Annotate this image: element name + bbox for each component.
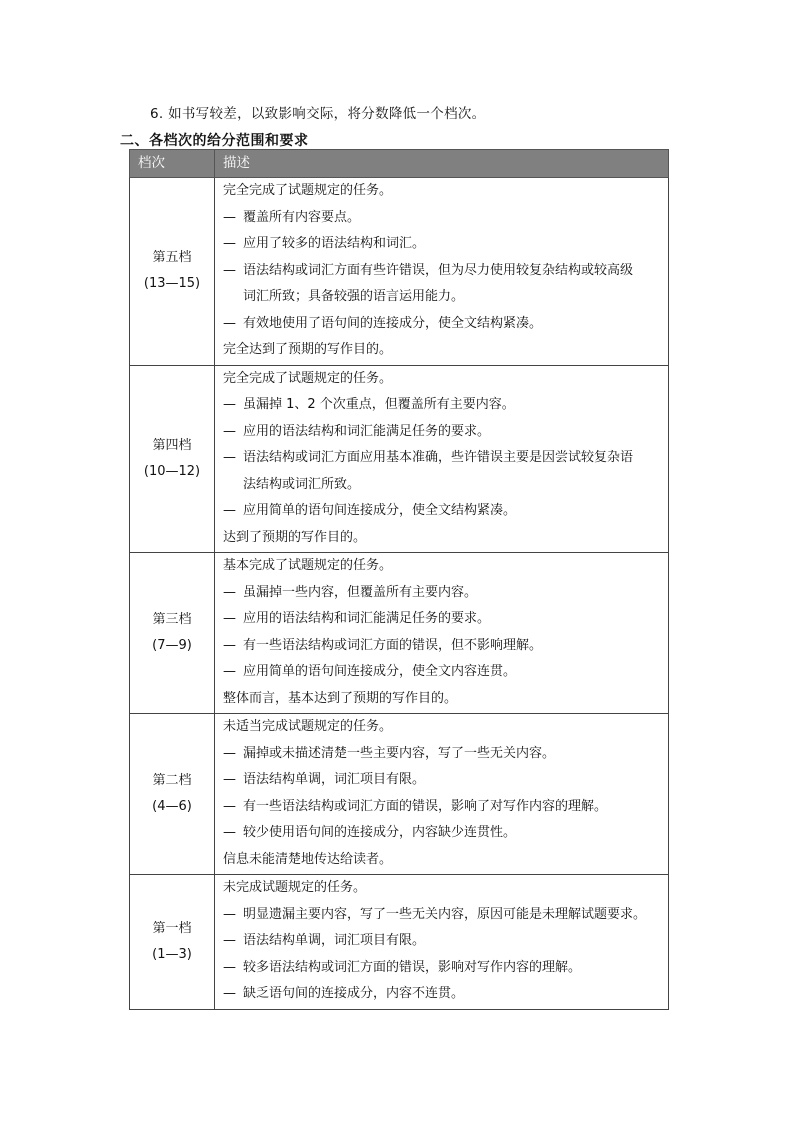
dash-bullet-icon: — (223, 772, 236, 787)
dash-bullet-icon: — (223, 209, 236, 225)
bullet-text (243, 606, 668, 633)
description-conclusion: 完全达到了预期的写作目的。 (223, 342, 393, 357)
grade-level-cell (130, 365, 215, 553)
header-level: 档次 (130, 150, 215, 178)
description-bullet (223, 794, 668, 821)
table-row (130, 714, 669, 875)
bullet-text (243, 659, 668, 686)
dash-bullet-icon: — (223, 745, 236, 761)
description-conclusion: 整体而言，基本达到了预期的写作目的。 (223, 690, 458, 706)
table-row (130, 178, 669, 366)
description-bullet (223, 606, 668, 633)
header-description: 描述 (215, 150, 669, 178)
dash-bullet-icon: — (223, 315, 236, 331)
bullet-text (243, 820, 668, 847)
bullet-continuation-line: 词汇所致；具备较强的语言运用能力。 (243, 289, 465, 304)
dash-bullet-icon: — (223, 397, 236, 412)
bullet-line: 有效地使用了语句间的连接成分，使全文结构紧凑。 (243, 315, 543, 331)
table-row (130, 553, 669, 714)
grade-description-cell (215, 875, 669, 1010)
description-bullet (223, 659, 668, 686)
bullet-line: 语法结构单调，词汇项目有限。 (243, 772, 426, 787)
dash-bullet-icon: — (223, 423, 236, 439)
bullet-line: 语法结构单调，词汇项目有限。 (243, 933, 426, 948)
dash-bullet-icon: — (223, 262, 236, 278)
bullet-text (243, 981, 668, 1008)
bullet-text (243, 419, 668, 446)
description-bullet (223, 419, 668, 446)
bullet-line: 语法结构或词汇方面有些许错误，但为尽力使用较复杂结构或较高级 (243, 262, 634, 278)
bullet-text (243, 767, 668, 794)
grade-level-cell (130, 178, 215, 366)
dash-bullet-icon: — (223, 584, 236, 600)
grade-level-cell (130, 714, 215, 875)
grade-score-range: (1—3) (152, 946, 192, 962)
grade-score-range: (13—15) (143, 276, 201, 292)
bullet-text (243, 258, 668, 311)
bullet-line: 明显遗漏主要内容，写了一些无关内容，原因可能是未理解试题要求。 (243, 906, 647, 922)
dash-bullet-icon: — (223, 664, 236, 679)
description-bullet (223, 981, 668, 1008)
bullet-line: 覆盖所有内容要点。 (243, 209, 361, 225)
grade-level-name: 第五档 (152, 250, 192, 266)
grade-level-cell (130, 875, 215, 1010)
grade-level-name: 第三档 (152, 612, 192, 627)
description-bullet (223, 580, 668, 607)
description-bullet (223, 767, 668, 794)
dash-bullet-icon: — (223, 798, 236, 814)
bullet-text (243, 498, 668, 525)
grade-table (129, 149, 669, 1010)
description-summary: 完全完成了试题规定的任务。 (223, 183, 393, 198)
grade-level-name: 第一档 (152, 920, 192, 936)
description-conclusion: 达到了预期的写作目的。 (223, 529, 367, 545)
grade-score-range: (10—12) (143, 463, 201, 479)
description-summary: 完全完成了试题规定的任务。 (223, 370, 393, 386)
dash-bullet-icon: — (223, 933, 236, 948)
table-header-row (130, 150, 669, 178)
bullet-line: 有一些语法结构或词汇方面的错误，但不影响理解。 (243, 637, 543, 653)
bullet-line: 较多语法结构或词汇方面的错误，影响对写作内容的理解。 (243, 959, 582, 975)
grade-level-name: 第四档 (152, 437, 192, 453)
dash-bullet-icon: — (223, 986, 236, 1001)
description-bullet (223, 392, 668, 419)
dash-bullet-icon: — (223, 959, 236, 975)
bullet-text (243, 311, 668, 338)
section-title: 二、各档次的给分范围和要求 (120, 133, 309, 149)
bullet-line: 虽漏掉 1、2 个次重点，但覆盖所有主要内容。 (243, 397, 515, 412)
bullet-text (243, 392, 668, 419)
bullet-line: 应用了较多的语法结构和词汇。 (243, 236, 426, 251)
description-bullet (223, 955, 668, 982)
bullet-text (243, 231, 668, 258)
grade-description-cell (215, 714, 669, 875)
bullet-text (243, 794, 668, 821)
bullet-line: 缺乏语句间的连接成分，内容不连贯。 (243, 986, 465, 1001)
bullet-line: 有一些语法结构或词汇方面的错误，影响了对写作内容的理解。 (243, 798, 608, 814)
bullet-line: 语法结构或词汇方面应用基本准确，些许错误主要是因尝试较复杂语 (243, 450, 634, 465)
dash-bullet-icon: — (223, 503, 236, 518)
bullet-text (243, 902, 668, 929)
description-bullet (223, 633, 668, 660)
dash-bullet-icon: — (223, 637, 236, 653)
grade-level-cell (130, 553, 215, 714)
bullet-line: 应用的语法结构和词汇能满足任务的要求。 (243, 423, 491, 439)
description-bullet (223, 258, 668, 311)
bullet-line: 较少使用语句间的连接成分，内容缺少连贯性。 (243, 825, 517, 840)
description-bullet (223, 205, 668, 232)
bullet-text (243, 580, 668, 607)
bullet-line: 漏掉或未描述清楚一些主要内容，写了一些无关内容。 (243, 745, 556, 761)
bullet-text (243, 205, 668, 232)
grade-score-range: (4—6) (152, 799, 192, 814)
description-conclusion: 信息未能清楚地传达给读者。 (223, 851, 393, 867)
bullet-text (243, 741, 668, 768)
description-bullet (223, 741, 668, 768)
bullet-line: 应用的语法结构和词汇能满足任务的要求。 (243, 611, 491, 626)
grade-level-name: 第二档 (152, 773, 192, 788)
grade-description-cell (215, 365, 669, 553)
bullet-line: 应用简单的语句间连接成分，使全文结构紧凑。 (243, 503, 517, 518)
description-summary: 未完成试题规定的任务。 (223, 880, 367, 895)
description-bullet (223, 928, 668, 955)
description-bullet (223, 820, 668, 847)
bullet-continuation-line: 法结构或词汇所致。 (243, 476, 361, 492)
grade-score-range: (7—9) (152, 638, 192, 653)
description-summary: 未适当完成试题规定的任务。 (223, 719, 393, 734)
grade-description-cell (215, 553, 669, 714)
bullet-line: 应用简单的语句间连接成分，使全文内容连贯。 (243, 664, 517, 679)
description-bullet (223, 445, 668, 498)
bullet-text (243, 928, 668, 955)
description-bullet (223, 498, 668, 525)
description-bullet (223, 311, 668, 338)
grade-table-body (130, 178, 669, 1010)
description-bullet (223, 902, 668, 929)
bullet-text (243, 955, 668, 982)
description-summary: 基本完成了试题规定的任务。 (223, 558, 393, 573)
bullet-text (243, 445, 668, 498)
dash-bullet-icon: — (223, 825, 236, 840)
dash-bullet-icon: — (223, 236, 236, 251)
dash-bullet-icon: — (223, 611, 236, 626)
table-row (130, 365, 669, 553)
dash-bullet-icon: — (223, 906, 236, 922)
scoring-note: 6. 如书写较差，以致影响交际，将分数降低一个档次。 (150, 106, 486, 122)
table-row (130, 875, 669, 1010)
dash-bullet-icon: — (223, 450, 236, 465)
grade-description-cell (215, 178, 669, 366)
bullet-text (243, 633, 668, 660)
description-bullet (223, 231, 668, 258)
bullet-line: 虽漏掉一些内容，但覆盖所有主要内容。 (243, 584, 478, 600)
